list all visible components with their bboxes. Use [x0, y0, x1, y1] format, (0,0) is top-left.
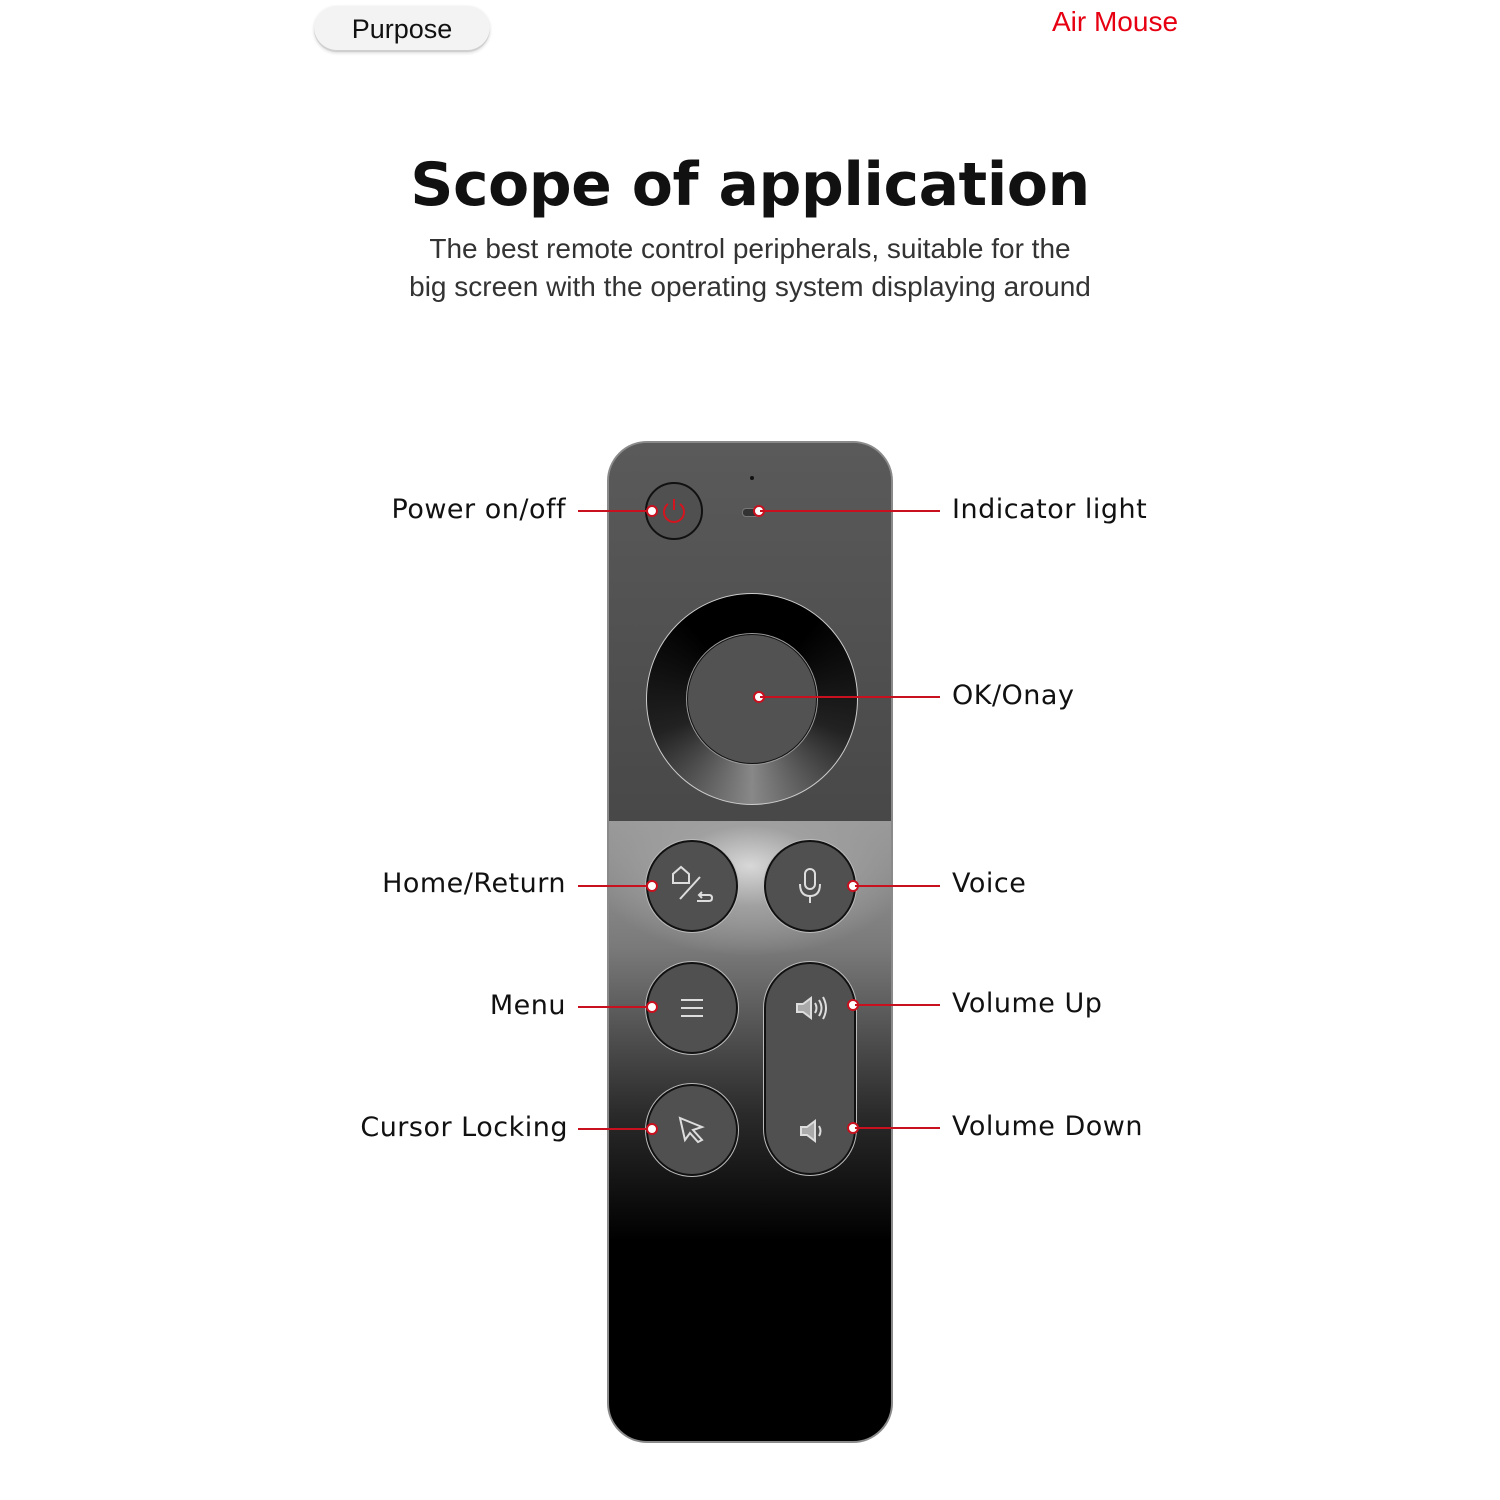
- purpose-tab[interactable]: [314, 6, 490, 52]
- product-name: Air Mouse: [1051, 6, 1179, 37]
- label-indicator: Indicator light: [952, 494, 1148, 525]
- volume-up-icon[interactable]: [794, 994, 830, 1022]
- page-title: Scope of application: [410, 150, 1090, 220]
- subtitle-line-2: big screen with the operating system displaying around: [409, 271, 1091, 302]
- menu-icon: [678, 997, 706, 1019]
- subtitle-line-1: The best remote control peripherals, suitable for the: [429, 233, 1071, 264]
- page-subtitle: [0, 230, 1500, 306]
- callout-dot-home-return: [646, 880, 658, 892]
- purpose-tab-label: Purpose: [351, 13, 453, 44]
- ok-button[interactable]: [687, 634, 817, 764]
- callout-line-menu: [578, 1006, 650, 1008]
- cursor-icon: [676, 1114, 708, 1146]
- voice-button[interactable]: [764, 840, 856, 932]
- label-menu: Menu: [489, 990, 566, 1021]
- label-ok: OK/Onay: [952, 680, 1075, 711]
- label-home-return: Home/Return: [382, 868, 566, 899]
- label-volume-up: Volume Up: [952, 988, 1103, 1019]
- label-volume-down: Volume Down: [952, 1111, 1144, 1142]
- callout-line-volume-up: [855, 1004, 940, 1006]
- volume-down-icon[interactable]: [798, 1117, 826, 1145]
- callout-line-indicator: [760, 510, 940, 512]
- callout-line-power: [578, 510, 650, 512]
- callout-line-home-return: [578, 885, 650, 887]
- callout-dot-cursor-locking: [646, 1123, 658, 1135]
- callout-line-voice: [855, 885, 940, 887]
- home-return-button[interactable]: [646, 840, 738, 932]
- volume-rocker: [764, 962, 856, 1175]
- label-voice: Voice: [952, 868, 1027, 899]
- callout-dot-power: [646, 505, 658, 517]
- callout-line-ok: [760, 696, 940, 698]
- power-icon: [659, 496, 689, 526]
- cursor-locking-button[interactable]: [646, 1084, 738, 1176]
- remote-control: [607, 441, 893, 1443]
- label-cursor-locking: Cursor Locking: [360, 1112, 568, 1143]
- callout-dot-menu: [646, 1001, 658, 1013]
- menu-button[interactable]: [646, 962, 738, 1054]
- microphone-hole: [750, 476, 754, 480]
- label-power: Power on/off: [391, 494, 566, 525]
- home-return-icon: [667, 861, 717, 911]
- microphone-icon: [795, 866, 825, 906]
- callout-line-volume-down: [855, 1127, 940, 1129]
- callout-line-cursor-locking: [578, 1128, 650, 1130]
